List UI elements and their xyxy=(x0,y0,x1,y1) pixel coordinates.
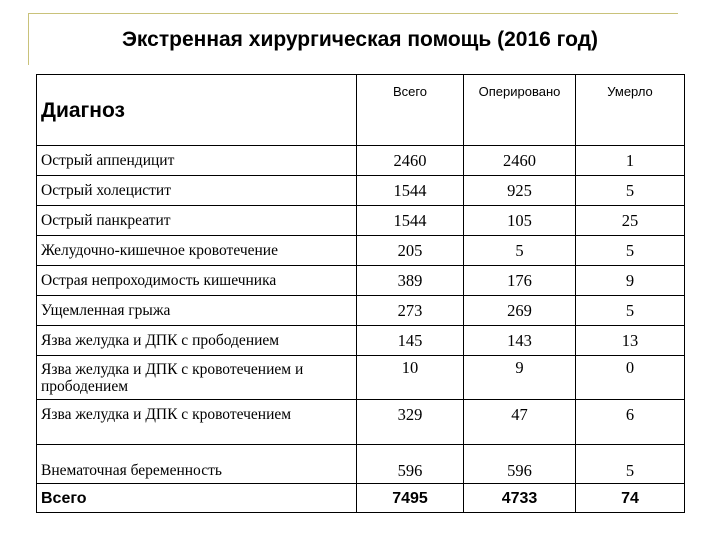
row-total: 1544 xyxy=(357,176,464,206)
table-row xyxy=(37,326,685,356)
row-operated: 5 xyxy=(464,236,576,266)
row-operated: 47 xyxy=(464,400,576,445)
table-row xyxy=(37,206,685,236)
row-died: 9 xyxy=(576,266,685,296)
row-total: 2460 xyxy=(357,146,464,176)
row-operated: 143 xyxy=(464,326,576,356)
header-diagnosis: Диагноз xyxy=(37,75,357,146)
header-total: Всего xyxy=(357,75,464,146)
row-diagnosis: Острый холецистит xyxy=(37,176,357,206)
header-operated: Оперировано xyxy=(464,75,576,146)
table-row xyxy=(37,356,685,400)
row-died: 0 xyxy=(576,356,685,400)
header-died: Умерло xyxy=(576,75,685,146)
row-total: 10 xyxy=(357,356,464,400)
row-operated: 105 xyxy=(464,206,576,236)
table-row xyxy=(37,146,685,176)
row-diagnosis: Внематочная беременность xyxy=(37,445,357,484)
row-died: 25 xyxy=(576,206,685,236)
row-died: 13 xyxy=(576,326,685,356)
row-total: 145 xyxy=(357,326,464,356)
row-died: 5 xyxy=(576,445,685,484)
total-label: Всего xyxy=(37,484,357,513)
frame-top-line xyxy=(28,13,678,14)
row-diagnosis: Желудочно-кишечное кровотечение xyxy=(37,236,357,266)
row-died: 5 xyxy=(576,236,685,266)
row-operated: 269 xyxy=(464,296,576,326)
table-row xyxy=(37,236,685,266)
row-died: 6 xyxy=(576,400,685,445)
row-total: 273 xyxy=(357,296,464,326)
total-operated: 4733 xyxy=(464,484,576,513)
row-died: 5 xyxy=(576,176,685,206)
row-diagnosis: Ущемленная грыжа xyxy=(37,296,357,326)
row-total: 205 xyxy=(357,236,464,266)
row-operated: 9 xyxy=(464,356,576,400)
table-row xyxy=(37,266,685,296)
total-total: 7495 xyxy=(357,484,464,513)
table-row xyxy=(37,400,685,445)
row-diagnosis: Острая непроходимость кишечника xyxy=(37,266,357,296)
row-diagnosis: Язва желудка и ДПК с кровотечением xyxy=(37,400,357,445)
row-total: 1544 xyxy=(357,206,464,236)
row-diagnosis: Острый аппендицит xyxy=(37,146,357,176)
row-operated: 176 xyxy=(464,266,576,296)
table-total-row xyxy=(37,484,685,513)
row-operated: 2460 xyxy=(464,146,576,176)
row-died: 1 xyxy=(576,146,685,176)
table-header-row xyxy=(37,75,685,146)
table-row xyxy=(37,296,685,326)
table-row xyxy=(37,176,685,206)
row-total: 389 xyxy=(357,266,464,296)
surgery-table xyxy=(36,74,685,513)
row-diagnosis: Язва желудка и ДПК с прободением xyxy=(37,326,357,356)
row-died: 5 xyxy=(576,296,685,326)
row-total: 329 xyxy=(357,400,464,445)
row-diagnosis: Острый панкреатит xyxy=(37,206,357,236)
row-diagnosis: Язва желудка и ДПК с кровотечением и прободением xyxy=(37,356,357,400)
total-died: 74 xyxy=(576,484,685,513)
row-operated: 925 xyxy=(464,176,576,206)
row-total: 596 xyxy=(357,445,464,484)
row-operated: 596 xyxy=(464,445,576,484)
table-row xyxy=(37,445,685,484)
page-title: Экстренная хирургическая помощь (2016 год) xyxy=(121,28,599,51)
